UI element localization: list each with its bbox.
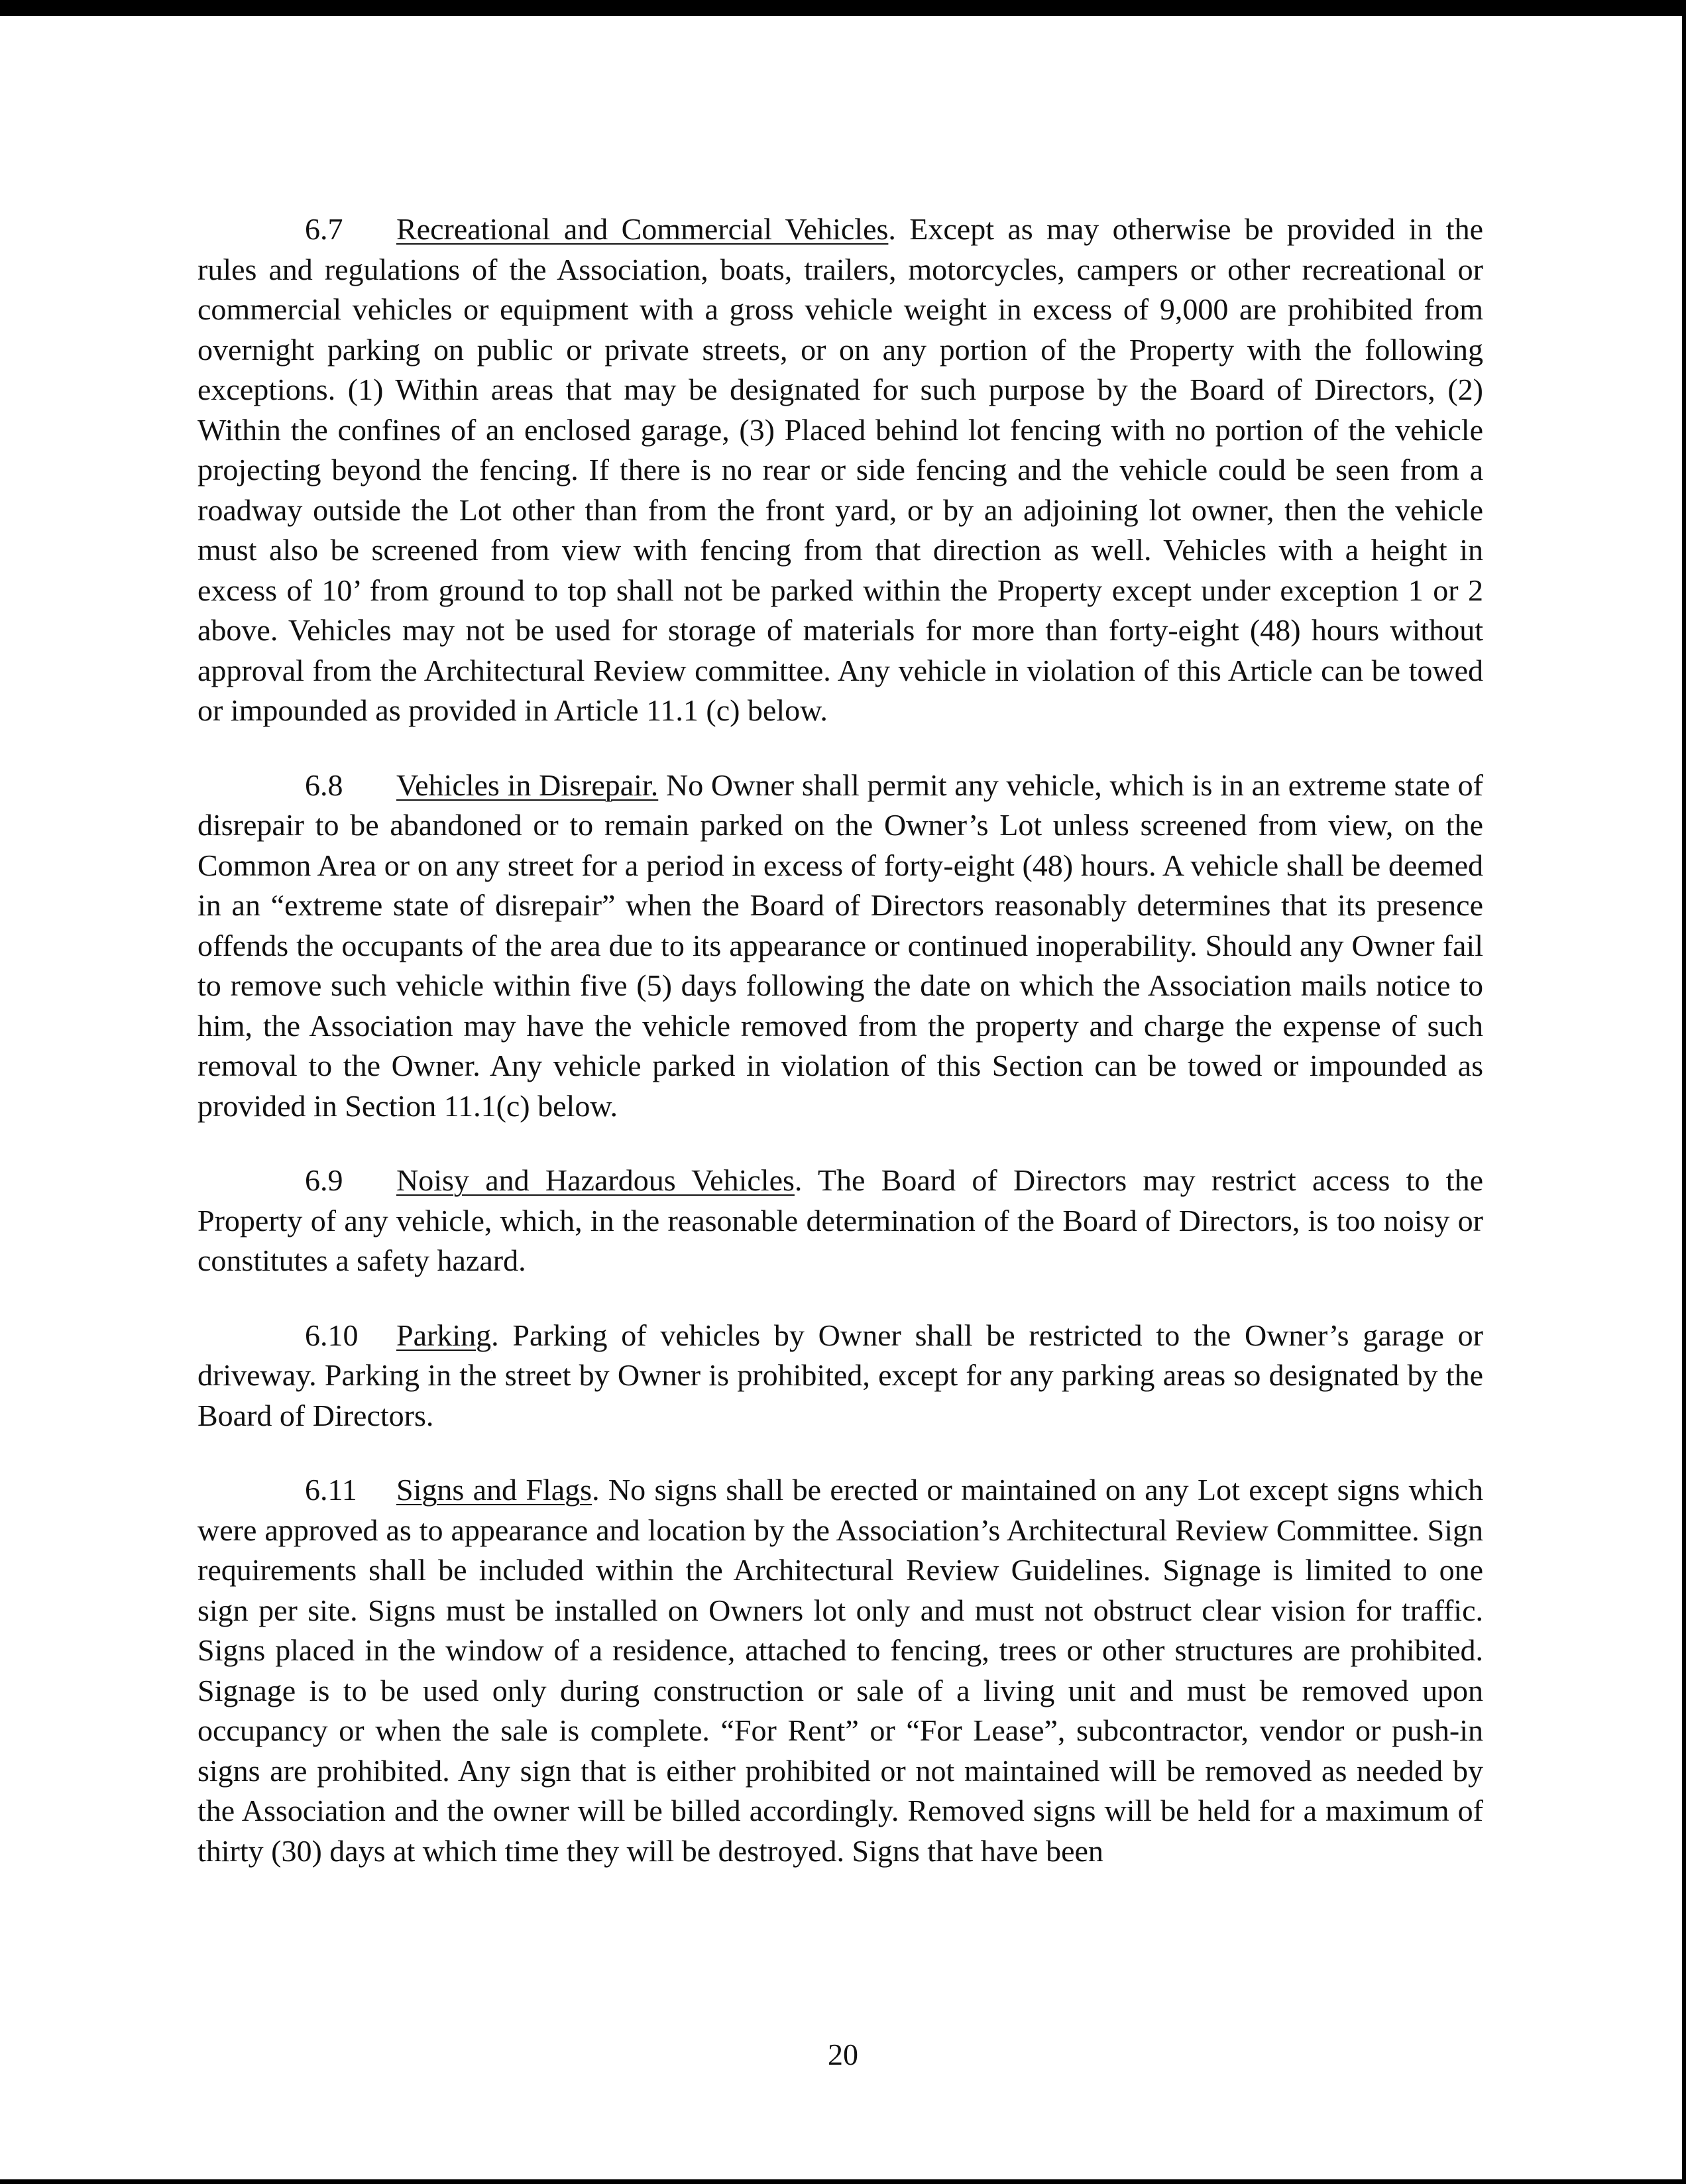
section-number: 6.8 [305,768,343,802]
section-6-10 [197,1316,1483,1436]
section-6-7 [197,209,1483,731]
section-body: No signs shall be erected or maintained on any Lot except signs which were approved as to appearance and location by the Association’s Architectural Review Committee. Sign requirements shall be included within the Architectural Review Guidelines. Signage is limited to one sign per site. Signs must be installed on Owners lot only and must not obstruct clear vision for traffic. Signs placed in the window of a residence, attached to fencing, trees or other structures are prohibited. Signage is to be used only during construction or sale of a living unit and must be removed upon occupancy or when the sale is complete. “For Rent” or “For Lease”, subcontractor, vendor or push-in signs are prohibited. Any sign that is either prohibited or not maintained will be removed as needed by the Association and the owner will be billed accordingly. Removed signs will be held for a maximum of thirty (30) days at which time they will be destroyed. Signs that have been [197,1473,1483,1868]
section-number: 6.7 [305,212,343,246]
section-number: 6.9 [305,1163,343,1197]
section-6-11 [197,1470,1483,1871]
section-title: Noisy and Hazardous Vehicles [396,1163,795,1197]
scan-border-bottom [0,2179,1686,2184]
section-title: Recreational and Commercial Vehicles [396,212,889,246]
section-number: 6.11 [305,1473,357,1507]
scan-border-right [1682,16,1686,2179]
section-6-8 [197,766,1483,1127]
section-title-suffix: . [888,212,896,246]
section-title: Signs and Flags [396,1473,592,1507]
section-body: Parking of vehicles by Owner shall be restricted to the Owner’s garage or driveway. Parking in the street by Owner is prohibited, except for any parking areas so designated by the Board of Directors. [197,1318,1483,1432]
section-body: No Owner shall permit any vehicle, which is in an extreme state of disrepair to be abandoned or to remain parked on the Owner’s Lot unless screened from view, on the Common Area or on any street for a period in excess of forty-eight (48) hours. A vehicle shall be deemed in an “extreme state of disrepair” when the Board of Directors reasonably determines that its presence offends the occupants of the area due to its appearance or continued inoperability. Should any Owner fail to remove such vehicle within five (5) days following the date on which the Association mails notice to him, the Association may have the vehicle removed from the property and charge the expense of such removal to the Owner. Any vehicle parked in violation of this Section can be towed or impounded as provided in Section 11.1(c) below. [197,768,1483,1123]
section-title-suffix: . [794,1163,803,1197]
section-number: 6.10 [305,1318,359,1352]
section-title-suffix: . [491,1318,499,1352]
document-body [197,209,1483,1906]
page-number: 20 [828,2038,858,2071]
section-body: The Board of Directors may restrict access to the Property of any vehicle, which, in the reasonable determination of the Board of Directors, is too noisy or constitutes a safety hazard. [197,1163,1484,1277]
section-title: Vehicles in Disrepair. [396,768,659,802]
section-body: Except as may otherwise be provided in the rules and regulations of the Association, boats, trailers, motorcycles, campers or other recreational or commercial vehicles or equipment with a gross vehicle weight in excess of 9,000 are prohibited from overnight parking on public or private streets, or on any portion of the Property with the following exceptions. (1) Within areas that may be designated for such purpose by the Board of Directors, (2) Within the confines of an enclosed garage, (3) Placed behind lot fencing with no portion of the vehicle projecting beyond the fencing. If there is no rear or side fencing and the vehicle could be seen from a roadway outside the Lot other than from the front yard, or by an adjoining lot owner, then the vehicle must also be screened from view with fencing from that direction as well. Vehicles with a height in excess of 10’ from ground to top shall not be parked within the Property except under exception 1 or 2 above. Vehicles may not be used for storage of materials for more than forty-eight (48) hours without approval from the Architectural Review committee. Any vehicle in violation of this Article can be towed or impounded as provided in Article 11.1 (c) below. [197,212,1483,727]
section-title-suffix: . [592,1473,600,1507]
scan-border-top [0,0,1686,16]
section-6-9 [197,1161,1483,1281]
section-title: Parking [396,1318,492,1352]
